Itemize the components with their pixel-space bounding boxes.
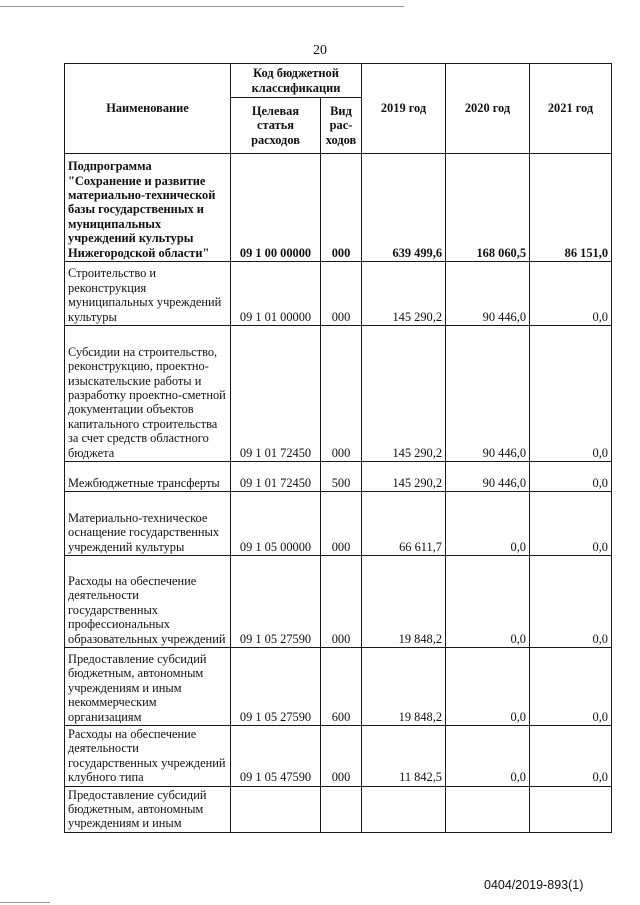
row-value-2019: 639 499,6 [362,154,446,262]
row-value-2021: 0,0 [530,462,612,492]
row-value-2020: 0,0 [446,492,530,556]
table-row [65,262,612,326]
row-vid-code: 000 [321,726,362,787]
row-vid-code: 500 [321,462,362,492]
row-value-2019: 145 290,2 [362,262,446,326]
row-name: Предоставление субсидий бюджетным, автономным учреждениям и иным некоммерческим организациям [65,648,231,726]
row-value-2021: 0,0 [530,492,612,556]
bottom-scan-mark [0,902,50,903]
table-row [65,492,612,556]
row-vid-code: 000 [321,556,362,648]
row-name: Расходы на обеспечение деятельности государственных профессиональных образовательных учреждений [65,556,231,648]
row-vid-code: 000 [321,492,362,556]
header-vid: Вид рас-ходов [321,98,362,154]
row-value-2019: 19 848,2 [362,556,446,648]
row-value-2021: 0,0 [530,556,612,648]
row-target-code: 09 1 01 72450 [231,326,321,462]
row-value-2021: 86 151,0 [530,154,612,262]
row-vid-code: 600 [321,648,362,726]
row-value-2021: 0,0 [530,648,612,726]
header-2019: 2019 год [362,64,446,154]
row-name: Расходы на обеспечение деятельности государственных учреждений клубного типа [65,726,231,787]
header-2020: 2020 год [446,64,530,154]
table-row [65,786,612,832]
row-target-code: 09 1 05 47590 [231,726,321,787]
header-target: Целевая статья расходов [231,98,321,154]
row-value-2020: 0,0 [446,726,530,787]
row-target-code [231,786,321,832]
table-row [65,154,612,262]
row-vid-code: 000 [321,262,362,326]
row-value-2019: 66 611,7 [362,492,446,556]
row-vid-code: 000 [321,326,362,462]
row-target-code: 09 1 05 00000 [231,492,321,556]
row-value-2020: 90 446,0 [446,262,530,326]
row-value-2019 [362,786,446,832]
row-name: Межбюджетные трансферты [65,462,231,492]
header-2021: 2021 год [530,64,612,154]
footer-document-code: 0404/2019-893(1) [484,878,584,892]
row-target-code: 09 1 01 00000 [231,262,321,326]
row-value-2020: 90 446,0 [446,462,530,492]
table-row [65,556,612,648]
row-value-2021 [530,786,612,832]
row-target-code: 09 1 05 27590 [231,556,321,648]
row-value-2019: 19 848,2 [362,648,446,726]
row-value-2020 [446,786,530,832]
table-row [65,462,612,492]
row-name: Подпрограмма "Сохранение и развитие материально-технической базы государственных и муниципальных учреждений культуры Нижегородской области" [65,154,231,262]
row-name: Предоставление субсидий бюджетным, автономным учреждениям и иным [65,786,231,832]
budget-table [64,63,612,833]
row-target-code: 09 1 00 00000 [231,154,321,262]
row-value-2020: 0,0 [446,648,530,726]
row-name: Материально-техническое оснащение государственных учреждений культуры [65,492,231,556]
row-value-2021: 0,0 [530,262,612,326]
top-scan-mark [0,6,404,7]
row-value-2019: 11 842,5 [362,726,446,787]
row-value-2021: 0,0 [530,326,612,462]
row-value-2019: 145 290,2 [362,462,446,492]
table-row [65,326,612,462]
row-value-2021: 0,0 [530,726,612,787]
row-name: Строительство и реконструкция муниципальных учреждений культуры [65,262,231,326]
header-name: Наименование [65,64,231,154]
row-value-2020: 168 060,5 [446,154,530,262]
row-vid-code [321,786,362,832]
row-target-code: 09 1 05 27590 [231,648,321,726]
page-number: 20 [313,43,327,58]
table-row [65,726,612,787]
row-vid-code: 000 [321,154,362,262]
table-row [65,648,612,726]
row-target-code: 09 1 01 72450 [231,462,321,492]
row-name: Субсидии на строительство, реконструкцию, проектно-изыскательские работы и разработку проектно-сметной документации объектов капитального строительства за счет средств областного бюджета [65,326,231,462]
row-value-2020: 90 446,0 [446,326,530,462]
row-value-2019: 145 290,2 [362,326,446,462]
row-value-2020: 0,0 [446,556,530,648]
header-code-group: Код бюджетной классификации [231,64,362,98]
